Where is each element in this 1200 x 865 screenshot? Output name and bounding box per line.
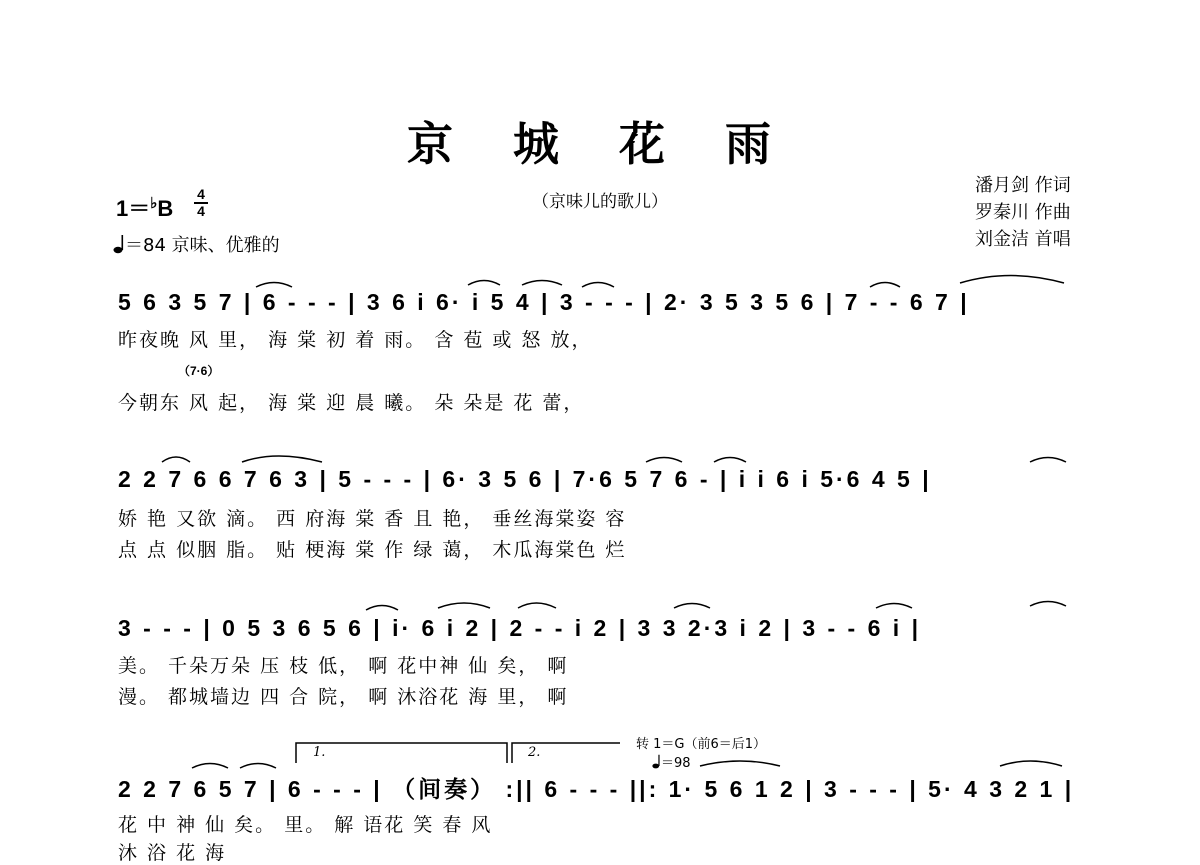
slur <box>674 604 710 609</box>
slur <box>438 603 490 608</box>
singer-credit: 刘金洁 首唱 <box>975 229 1071 250</box>
quarter-note-icon <box>652 754 661 769</box>
quarter-note-icon <box>113 234 125 254</box>
lyrics-line-1a: 昨夜晚 风 里， 海 棠 初 着 雨。 含 苞 或 怒 放， <box>118 329 593 351</box>
slur <box>714 458 746 463</box>
lyrics-line-4a: 花 中 神 仙 矣。 里。 解 语花 笑 春 风 <box>118 814 493 836</box>
melody-line-1: 5 6 3 5 7 | 6 - - - | 3 6 i 6· i 5 4 | 3 - - - | 2· 3 5 3 5 6 | 7 - - 6 7 | <box>118 289 970 315</box>
slur <box>468 281 500 286</box>
lyrics-line-3a: 美。 千朵万朵 压 枝 低， 啊 花中神 仙 矣， 啊 <box>118 655 569 677</box>
lyrics-line-1b: 今朝东 风 起， 海 棠 迎 晨 曦。 朵 朵是 花 蕾， <box>118 392 585 414</box>
slur <box>256 283 292 288</box>
time-signature-top: 4 <box>194 187 208 204</box>
lyrics-line-3b: 漫。 都城墙边 四 合 院， 啊 沐浴花 海 里， 啊 <box>118 686 569 708</box>
composer-credit: 罗秦川 作曲 <box>975 202 1071 223</box>
slur <box>1000 761 1062 766</box>
key-prefix: 1＝ <box>116 196 151 221</box>
lyrics-line-4b: 沐 浴 花 海 <box>118 842 227 864</box>
slur <box>366 606 398 611</box>
song-subtitle: （京味儿的歌儿） <box>532 192 668 212</box>
slur <box>700 761 780 766</box>
slur <box>162 457 190 462</box>
volta-bracket-1 <box>296 743 507 763</box>
flat-icon: ♭ <box>150 195 158 212</box>
tempo-text: ＝84 京味、优雅的 <box>125 235 280 256</box>
key-note: B <box>157 196 174 221</box>
slur <box>522 281 562 286</box>
song-title: 京 城 花 雨 <box>406 117 794 171</box>
modulation-tempo <box>652 752 691 771</box>
melody-line-2: 2 2 7 6 6 7 6 3 | 5 - - - | 6· 3 5 6 | 7·6 5 7 6 - | i i 6 i 5·6 4 5 | <box>118 466 932 492</box>
lyrics-line-2a: 娇 艳 又欲 滴。 西 府海 棠 香 且 艳， 垂丝海棠姿 容 <box>118 508 627 530</box>
slur <box>240 764 276 769</box>
lyricist-credit: 潘月剑 作词 <box>975 175 1071 196</box>
slur <box>192 764 228 769</box>
slur <box>518 603 556 608</box>
volta-second-ending: 2. <box>528 745 541 760</box>
melody-line-3: 3 - - - | 0 5 3 6 5 6 | i· 6 i 2 | 2 - - i 2 | 3 3 2·3 i 2 | 3 - - 6 i | <box>118 615 922 641</box>
time-signature <box>194 187 208 218</box>
melody-line-4: 2 2 7 6 5 7 | 6 - - - | （间奏） :|| 6 - - - ||: 1· 5 6 1 2 | 3 - - - | 5· 4 3 2 1 | <box>118 776 1075 802</box>
slur <box>960 276 1064 284</box>
tempo-marking <box>113 231 280 257</box>
key-signature <box>116 192 173 223</box>
lyrics-line-2b: 点 点 似胭 脂。 贴 梗海 棠 作 绿 蔼， 木瓜海棠色 烂 <box>118 539 627 561</box>
alternate-notes-annotation: （7·6） <box>178 364 220 378</box>
modulation-tempo-text: ＝98 <box>661 756 691 771</box>
modulation-marking: 转 1＝G（前6＝后1） <box>636 737 767 752</box>
slur <box>242 456 322 462</box>
slur <box>1030 602 1066 607</box>
time-signature-bottom: 4 <box>197 203 205 219</box>
slur <box>646 458 682 463</box>
slur <box>870 283 900 288</box>
credits-block <box>975 172 1071 253</box>
slur <box>876 604 912 609</box>
volta-first-ending: 1. <box>313 745 326 760</box>
slur <box>582 283 614 288</box>
slur <box>1030 458 1066 463</box>
